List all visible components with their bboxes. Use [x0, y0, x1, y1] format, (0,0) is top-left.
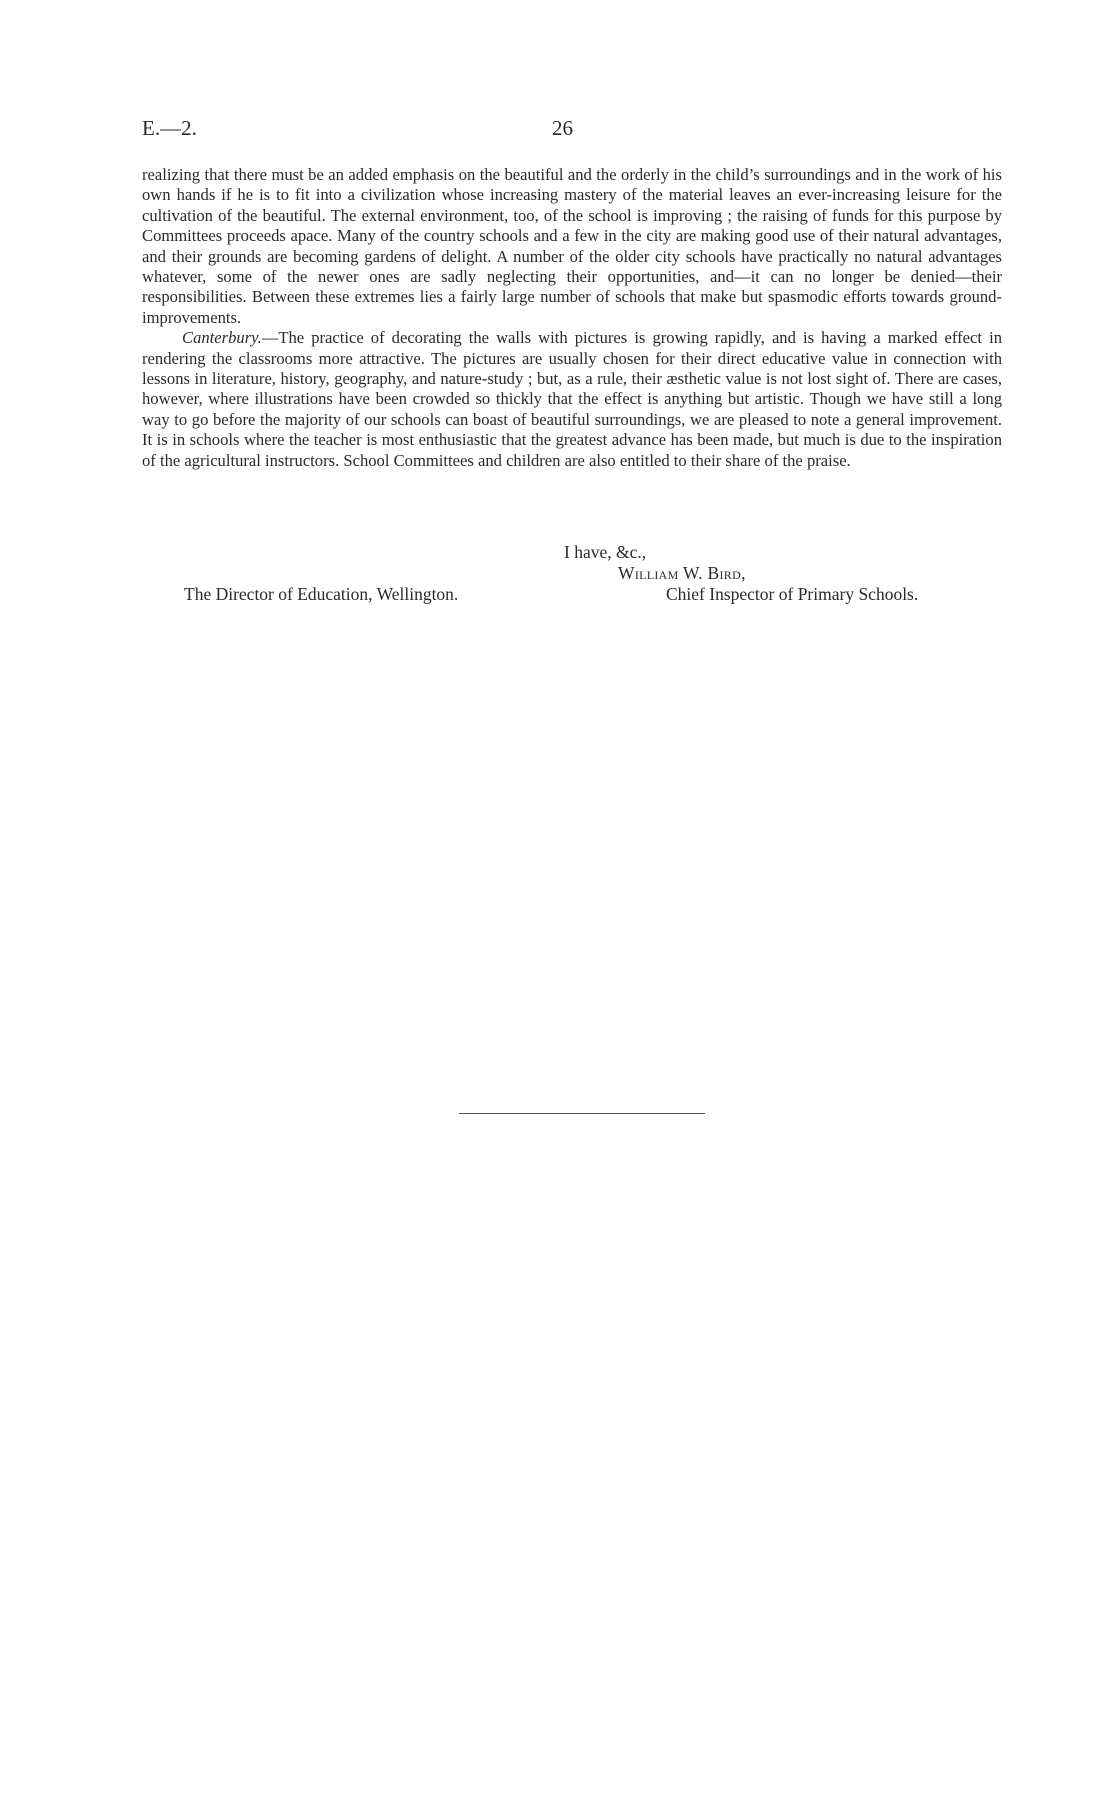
addressee: The Director of Education, Wellington. [184, 584, 459, 604]
region-heading: Canterbury. [182, 328, 262, 348]
letter-closing [142, 542, 1002, 612]
closing-phrase: I have, &c., [564, 542, 647, 562]
section-divider-rule [459, 1113, 705, 1114]
page-header [142, 116, 1014, 146]
paragraph-canterbury-text: —The practice of decorating the walls with pictures is growing rapidly, and is having a marked effect in rendering the classrooms more attractive. The pictures are usually chosen for their direct educative value in connection with lessons in literature, history, geography, and nature-study ; but, as a rule, their æsthetic value is not lost sight of. There are cases, however, where illustrations have been crowded so thickly that the effect is anything but artistic. Though we have still a long way to go before the majority of our schools can boast of beautiful surroundings, we are pleased to note a general improvement. It is in schools where the teacher is most enthusiastic that the greatest advance has been made, but much is due to the inspiration of the agricultural instructors. School Committees and children are also entitled to their share of the praise. [142, 328, 1002, 470]
document-reference: E.—2. [142, 116, 197, 140]
body-text [142, 165, 1002, 471]
page-number: 26 [552, 116, 573, 140]
signatory-title: Chief Inspector of Primary Schools. [666, 584, 919, 604]
signatory-name: William W. Bird, [618, 563, 746, 583]
paragraph-environment: realizing that there must be an added emphasis on the beautiful and the orderly in the child’s surroundings and in the work of his own hands if he is to fit into a civilization whose increasing mastery of the material leaves an ever-increasing leisure for the cultivation of the beautiful. The external environment, too, of the school is improving ; the raising of funds for this purpose by Committees proceeds apace. Many of the country schools and a few in the city are making good use of their natural advantages, and their grounds are becoming gardens of delight. A number of the older city schools have practically no natural advantages whatever, some of the newer ones are sadly neglecting their opportunities, and—it can no longer be denied—their responsibilities. Between these extremes lies a fairly large number of schools that make but spasmodic efforts towards ground-improvements. [142, 165, 1002, 327]
paragraph-canterbury [142, 328, 1002, 471]
